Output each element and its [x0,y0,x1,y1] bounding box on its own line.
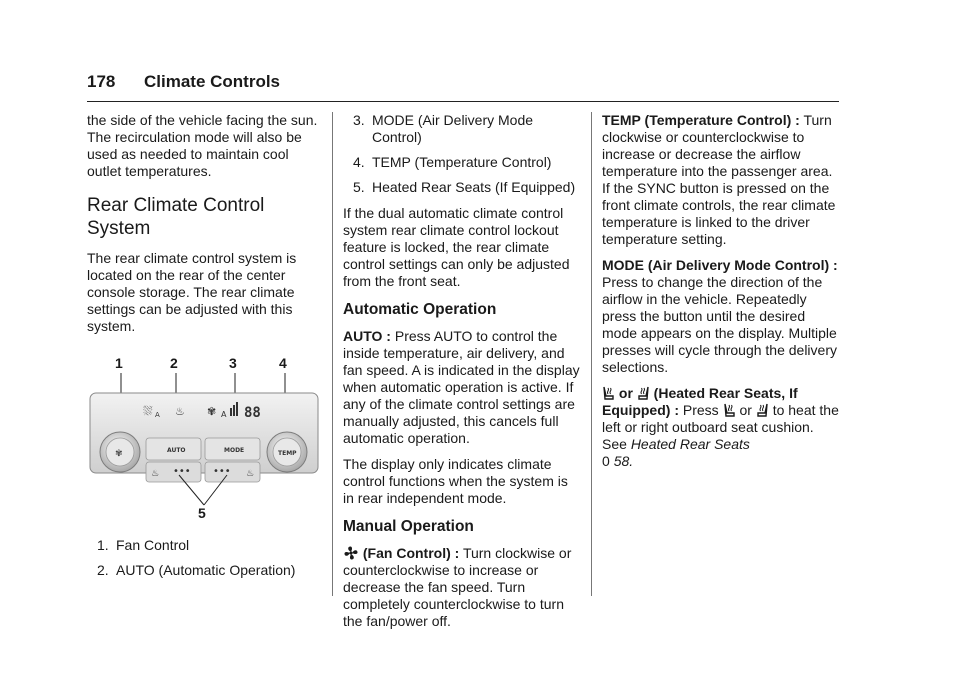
temp-text: Turn clockwise or counterclockwise to increase or decrease the airflow temperature into the passenger area. If the SYNC button is pressed on the front climate controls, the rear climate temperature is linked to the driver temperature setting. [602,112,836,247]
rear-climate-control-figure [87,355,323,523]
heated-seat-right-icon [637,386,650,401]
svg-text:AUTO: AUTO [167,447,186,454]
page-header [87,72,839,102]
automatic-operation-heading: Automatic Operation [343,301,497,318]
callout-2: 2 [170,355,178,371]
svg-text:✾: ✾ [207,405,217,418]
callout-3: 3 [229,355,237,371]
callout-legend-list-cont [343,112,581,196]
heated-ref-page[interactable]: 58 [613,453,630,469]
column-1 [87,112,323,588]
list-item: 3. MODE (Air Delivery Mode Control) [353,112,534,145]
svg-text:♨: ♨ [151,469,160,479]
svg-text:♨: ♨ [246,469,255,479]
fan-icon [343,545,359,561]
heated-label: (Heated Rear Seats, If Equipped) : [602,385,798,418]
heated-or2: or [739,402,752,418]
svg-text:MODE: MODE [224,447,245,454]
page-number: 178 [87,72,116,91]
svg-text:•••: ••• [213,466,231,477]
mode-text: Press to change the direction of the airflow in the vehicle. Repeatedly press the button until the desired mode appears on the display. Multiple presses will cycle through the delivery selections. [602,274,837,375]
control-panel-illustration [87,355,323,523]
svg-text:⛆: ⛆ [143,404,153,418]
auto-text: Press AUTO to control the inside temperature, air delivery, and fan speed. A is indicated in the display when automatic operation is active. If any of the climate control settings are manually adjusted, this cancels full automatic operation. [343,328,580,446]
temp-paragraph [602,112,842,248]
svg-text:A: A [221,410,227,419]
heated-seats-paragraph: or (Heated Rear Seats, If Equipped) : Press or to heat the left or right outboard seat cushion. See Heated Rear Seats 0 58. [602,385,839,469]
heated-seat-left-icon [602,386,615,401]
svg-text:•••: ••• [173,466,191,477]
svg-text:♨: ♨ [175,405,185,418]
heated-or-text: or [618,385,633,401]
manual-operation-heading: Manual Operation [343,518,474,535]
section-title: Rear Climate Control System [87,195,265,239]
display-paragraph: The display only indicates climate control functions when the system is in rear independent mode. [343,456,568,506]
callout-legend-list [87,537,323,579]
list-item: 1. Fan Control [97,537,190,553]
section-body: The rear climate control system is located on the rear of the center console storage. The rear climate settings can be adjusted with this system. [87,250,297,334]
list-item: 5. Heated Rear Seats (If Equipped) [353,179,576,195]
intro-paragraph: the side of the vehicle facing the sun. The recirculation mode will also be used as needed to maintain cool outlet temperatures. [87,112,318,179]
auto-paragraph [343,328,581,447]
heated-text: to heat the left or right outboard seat cushion. See [602,402,839,452]
svg-text:A: A [155,411,160,419]
auto-label: AUTO : [343,328,391,344]
temp-label: TEMP (Temperature Control) : [602,112,800,128]
heated-seat-right-icon [756,403,769,418]
callout-5: 5 [198,505,206,521]
fan-label: (Fan Control) : [362,545,460,561]
svg-text:TEMP: TEMP [278,450,297,457]
column-divider [332,112,333,596]
callout-1: 1 [115,355,123,371]
page-ref-icon: 0 [602,453,610,469]
column-divider [591,112,592,596]
svg-text:✾: ✾ [115,449,123,459]
list-item: 2. AUTO (Automatic Operation) [97,562,296,578]
svg-text:88: 88 [244,405,261,421]
heated-seat-left-icon [723,403,736,418]
list-item: 4. TEMP (Temperature Control) [353,154,552,170]
fan-text: Turn clockwise or counterclockwise to increase or decrease the fan speed. Turn completely counterclockwise to turn the fan/power off. [343,545,572,629]
callout-4: 4 [279,355,287,371]
column-2 [343,112,581,639]
mode-label: MODE (Air Delivery Mode Control) : [602,257,838,273]
heated-rear-seats-link[interactable]: Heated Rear Seats [630,436,750,452]
heated-press: Press [682,402,719,418]
lockout-paragraph: If the dual automatic climate control system rear climate control lockout feature is locked, the rear climate control settings can only be adjusted from the front seat. [343,205,570,289]
page-title: Climate Controls [144,72,281,91]
mode-paragraph [602,257,842,376]
fan-paragraph [343,545,581,630]
column-3 [602,112,842,479]
